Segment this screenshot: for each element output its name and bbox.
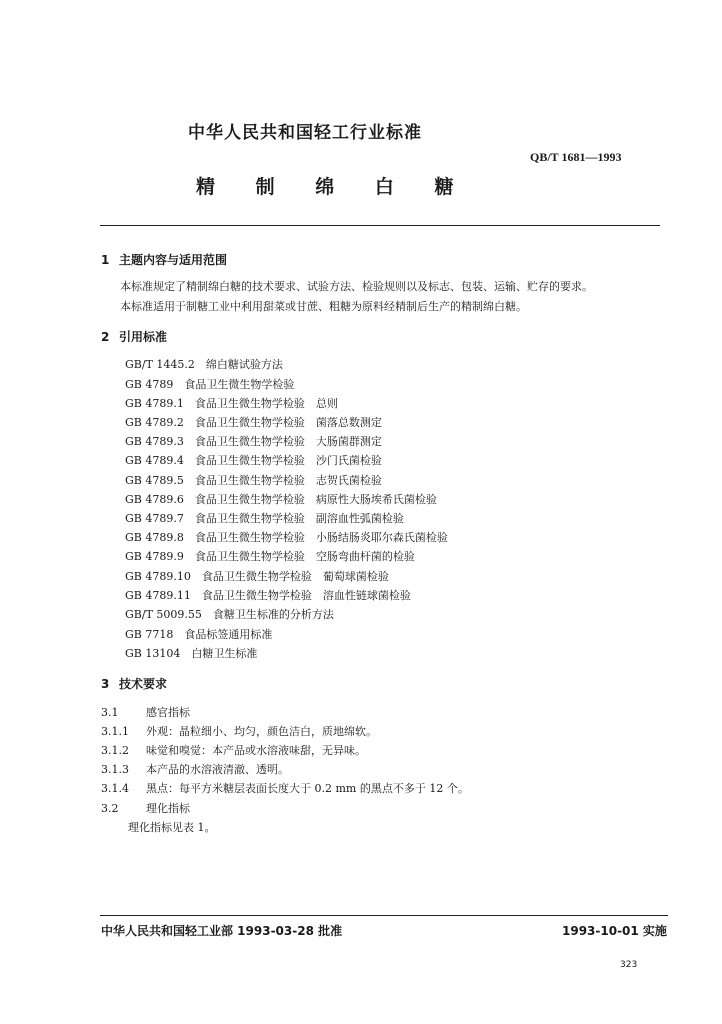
clause-text: 外观：晶粒细小、均匀，颜色洁白，质地绵软。 — [146, 725, 377, 738]
reference-item: GB 4789.7 食品卫生微生物学检验 副溶血性弧菌检验 — [125, 512, 404, 525]
paragraph: 本标准规定了精制绵白糖的技术要求、试验方法、检验规则以及标志、包装、运输、贮存的要求。 — [120, 280, 593, 293]
section-2-heading — [101, 328, 167, 345]
section-number: 1 — [101, 253, 110, 267]
section-1-heading — [101, 251, 227, 268]
reference-item: GB 4789.6 食品卫生微生物学检验 病原性大肠埃希氏菌检验 — [125, 493, 437, 506]
clause-text: 味觉和嗅觉：本产品或水溶液味甜，无异味。 — [146, 744, 366, 757]
clause-number: 3.1.1 — [101, 725, 129, 738]
reference-item: GB 4789.3 食品卫生微生物学检验 大肠菌群测定 — [125, 435, 382, 448]
footer-divider — [100, 915, 668, 916]
section-title: 主题内容与适用范围 — [119, 253, 228, 267]
section-number: 2 — [101, 330, 110, 344]
approval-line: 中华人民共和国轻工业部 1993-03-28 批准 — [101, 924, 343, 938]
clause-number: 3.1 — [101, 706, 119, 719]
requirement-item — [101, 780, 469, 796]
reference-item: GB/T 5009.55 食糖卫生标准的分析方法 — [125, 608, 334, 621]
reference-item: GB 13104 白糖卫生标准 — [125, 647, 258, 660]
requirement-item — [101, 723, 377, 739]
section-title: 技术要求 — [119, 677, 168, 691]
section-title: 引用标准 — [119, 330, 168, 344]
clause-number: 3.1.4 — [101, 782, 129, 795]
header-divider — [100, 225, 660, 226]
reference-item: GB 4789.2 食品卫生微生物学检验 菌落总数测定 — [125, 416, 382, 429]
page-number: 323 — [620, 960, 638, 970]
document-title: 精 制 绵 白 糖 — [196, 176, 456, 198]
reference-item: GB 4789.10 食品卫生微生物学检验 葡萄球菌检验 — [125, 570, 389, 583]
section-number: 3 — [101, 677, 110, 691]
reference-item: GB 4789.4 食品卫生微生物学检验 沙门氏菌检验 — [125, 454, 382, 467]
clause-text: 感官指标 — [146, 706, 190, 719]
requirement-item — [101, 704, 190, 720]
implementation-date: 1993-10-01 实施 — [562, 924, 667, 938]
clause-text: 黑点：每平方米糖层表面长度大于 0.2 mm 的黑点不多于 12 个。 — [146, 782, 469, 795]
reference-item: GB 4789.11 食品卫生微生物学检验 溶血性链球菌检验 — [125, 589, 411, 602]
requirement-item — [101, 742, 366, 758]
standard-code: QB/T 1681—1993 — [530, 150, 622, 164]
reference-item: GB/T 1445.2 绵白糖试验方法 — [125, 358, 283, 371]
reference-item: GB 4789 食品卫生微生物学检验 — [125, 378, 295, 391]
clause-number: 3.2 — [101, 802, 119, 815]
reference-item: GB 4789.8 食品卫生微生物学检验 小肠结肠炎耶尔森氏菌检验 — [125, 531, 448, 544]
clause-text: 本产品的水溶液清澈、透明。 — [146, 763, 289, 776]
reference-item: GB 4789.9 食品卫生微生物学检验 空肠弯曲杆菌的检验 — [125, 550, 415, 563]
reference-item: GB 4789.5 食品卫生微生物学检验 志贺氏菌检验 — [125, 474, 382, 487]
clause-number: 3.1.2 — [101, 744, 129, 757]
paragraph: 本标准适用于制糖工业中利用甜菜或甘蔗、粗糖为原料经精制后生产的精制绵白糖。 — [120, 300, 527, 313]
standard-title: 中华人民共和国轻工行业标准 — [188, 123, 422, 143]
requirement-item — [101, 761, 289, 777]
section-3-heading — [101, 675, 167, 692]
reference-item: GB 4789.1 食品卫生微生物学检验 总则 — [125, 397, 338, 410]
clause-text: 理化指标 — [146, 802, 190, 815]
reference-item: GB 7718 食品标签通用标准 — [125, 628, 273, 641]
clause-number: 3.1.3 — [101, 763, 129, 776]
table-reference-note: 理化指标见表 1。 — [128, 821, 216, 834]
requirement-item — [101, 800, 190, 816]
